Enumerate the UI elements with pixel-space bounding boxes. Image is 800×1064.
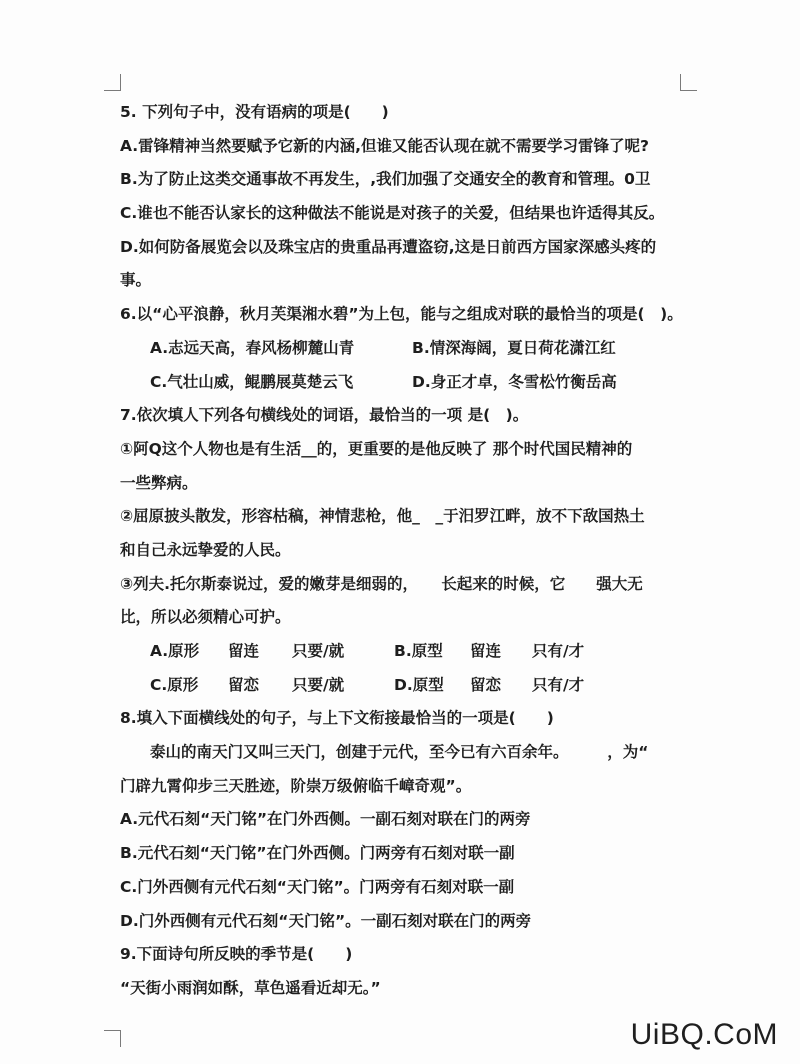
- question-7-option-c: C.原形: [150, 675, 199, 694]
- crop-mark-top-right: [680, 74, 697, 91]
- question-8-passage: 泰山的南天门又叫三天门，创建于元代，至今已有六百余年。 ，为“: [150, 743, 649, 762]
- question-9-stem: 9.下面诗句所反映的季节是( ): [120, 945, 353, 964]
- question-5-option-a: A.雷锋精神当然要赋予它新的内涵,但谁又能否认现在就不需要学习雷锋了呢?: [120, 136, 650, 155]
- question-7-option-d-word-2: 留恋: [470, 675, 502, 694]
- question-7-option-a: A.原形: [150, 642, 200, 660]
- crop-mark-top-left: [104, 74, 121, 91]
- question-6-option-b: B.情深海阔，夏日荷花潇江红: [412, 338, 616, 357]
- question-5-option-d: D.如何防备展览会以及珠宝店的贵重品再遭盗窃,这是日前西方国家深感头疼的: [120, 237, 657, 256]
- exam-page: [120, 96, 700, 1006]
- question-7-option-a-word-3: 只要/就: [292, 642, 345, 660]
- question-7-sentence-2-cont: 和自己永远挚爱的人民。: [120, 540, 291, 559]
- site-watermark: UiBQ.CoM: [630, 1018, 778, 1051]
- question-7-option-b-word-3: 只有/才: [532, 642, 585, 660]
- question-7-sentence-3: ③列夫.托尔斯泰说过，爱的嫩芽是细弱的， 长起来的时候，它 强大无: [120, 574, 643, 593]
- question-8-option-c: C.门外西侧有元代石刻“天门铭”。门两旁有石刻对联一副: [120, 877, 515, 896]
- question-8-passage-cont: 门辟九霄仰步三天胜迹，阶崇万级俯临千嶂奇观”。: [120, 776, 472, 795]
- question-7-option-b-word-2: 留连: [470, 642, 502, 660]
- question-8-option-d: D.门外西侧有元代石刻“天门铭”。一副石刻对联在门的两旁: [120, 911, 532, 930]
- question-5-option-c: C.谁也不能否认家长的这种做法不能说是对孩子的关爱，但结果也许适得其反。: [120, 204, 665, 223]
- question-7-sentence-3-cont: 比，所以必须精心可护。: [120, 608, 291, 627]
- question-8-stem: 8.填入下面横线处的句子，与上下文衔接最恰当的一项是( ): [120, 709, 554, 728]
- question-7-option-c-word-3: 只要/就: [292, 675, 345, 694]
- question-7-option-b: B.原型: [394, 642, 443, 660]
- question-6-option-c: C.气壮山威，鲲鹏展莫楚云飞: [150, 372, 354, 391]
- question-7-option-d-word-3: 只有/才: [532, 675, 585, 694]
- question-6-options-row-2: [120, 366, 700, 400]
- question-7-option-d: D.原型: [394, 675, 444, 694]
- question-6-options-row-1: [120, 332, 700, 366]
- crop-mark-bottom-left: [104, 1030, 121, 1047]
- question-6-stem: 6.以“心平浪静，秋月芙渠湘水碧”为上包，能与之组成对联的最恰当的项是( )。: [120, 305, 683, 324]
- question-5-option-d-cont: 事。: [120, 271, 152, 290]
- question-5-stem: 5. 下列句子中，没有语病的项是( ): [120, 103, 389, 121]
- question-8-option-a: A.元代石刻“天门铭”在门外西侧。一副石刻对联在门的两旁: [120, 810, 531, 829]
- question-5-option-b: B.为了防止这类交通事故不再发生，,我们加强了交通安全的教育和管理。0卫: [120, 170, 651, 189]
- question-7-sentence-1: ①阿Q这个人物也是有生活__的，更重要的是他反映了 那个时代国民精神的: [120, 439, 633, 458]
- question-7-sentence-1-cont: 一些弊病。: [120, 473, 198, 492]
- question-7-options-row-1: [120, 635, 700, 669]
- question-7-option-c-word-2: 留恋: [228, 675, 260, 694]
- question-7-sentence-2: ②屈原披头散发，形容枯稿，神情悲枪，他_ _于汨罗江畔，放不下敌国热土: [120, 507, 645, 526]
- question-9-poem: “天街小雨润如酥，草色遥看近却无。”: [120, 978, 381, 997]
- question-6-option-d: D.身正才卓，冬雪松竹衡岳高: [412, 372, 617, 391]
- question-6-option-a: A.志远天高，春风杨柳麓山青: [150, 338, 355, 357]
- question-7-options-row-2: [120, 669, 700, 703]
- question-8-option-b: B.元代石刻“天门铭”在门外西侧。门两旁有石刻对联一副: [120, 844, 515, 863]
- question-7-option-a-word-2: 留连: [228, 642, 260, 660]
- question-7-stem: 7.依次填人下列各句横线处的词语，最恰当的一项 是( )。: [120, 406, 529, 425]
